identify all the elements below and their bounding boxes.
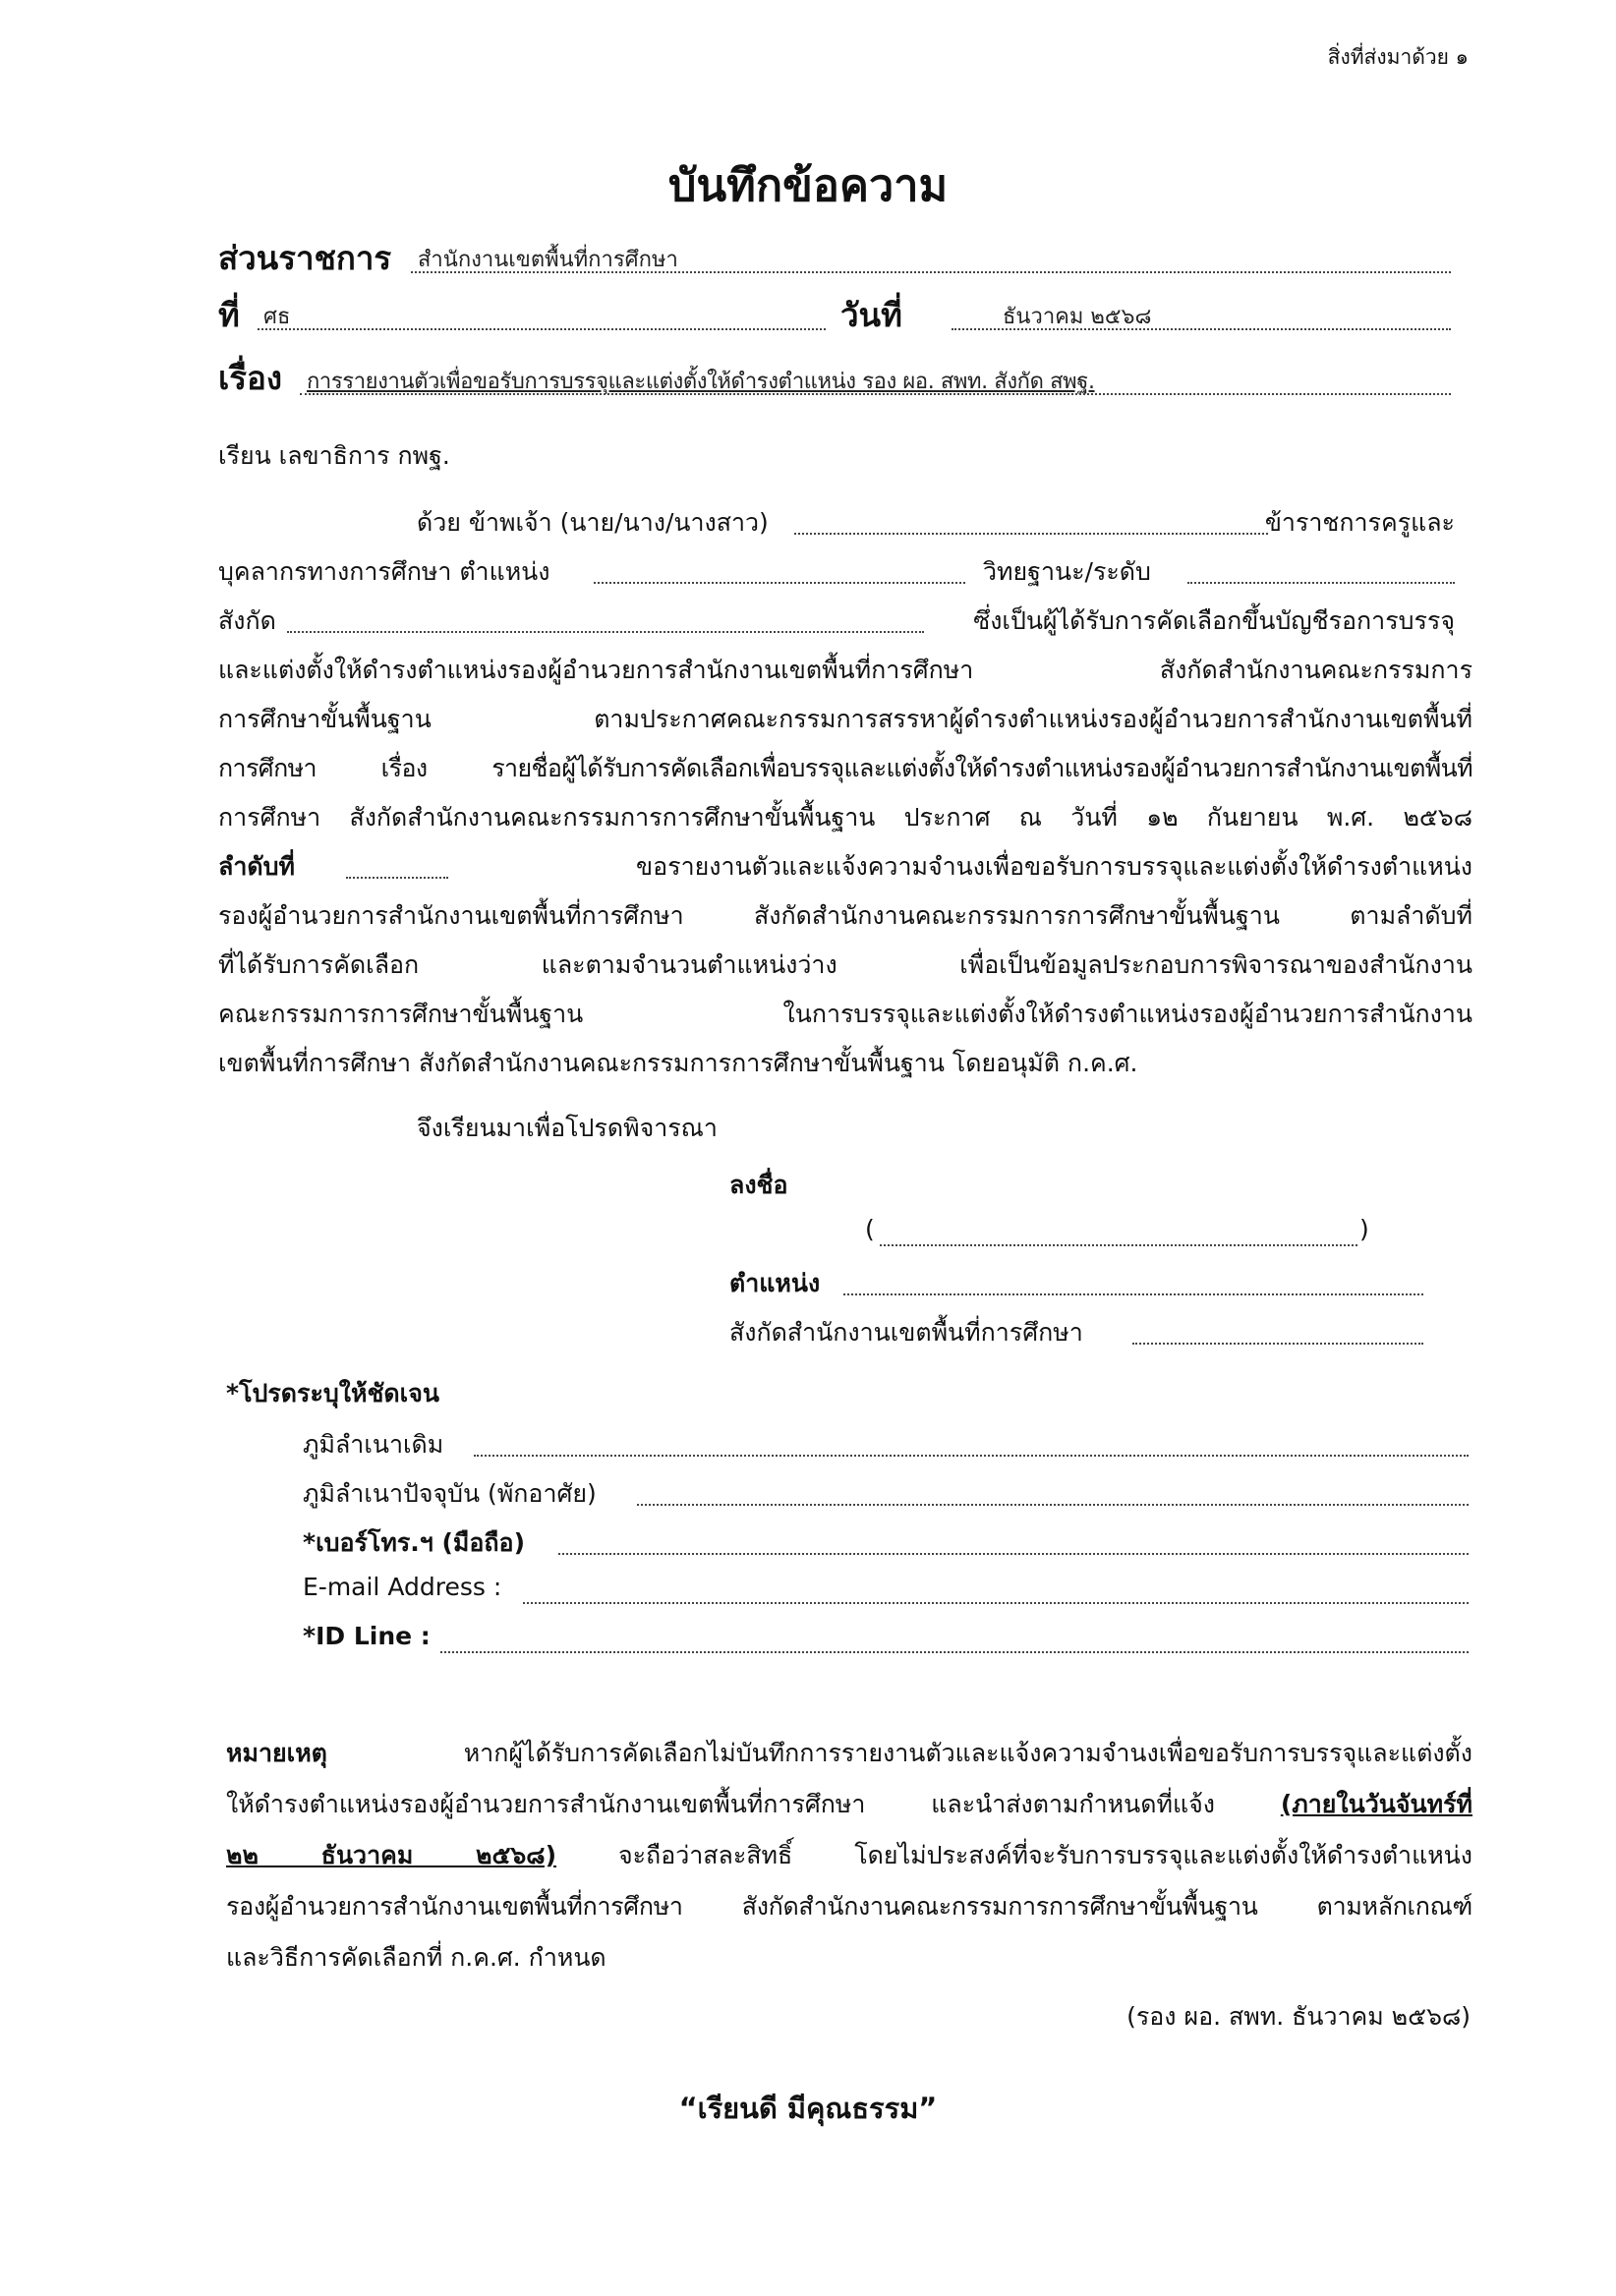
- remark-deadline-b: ๒๒ ธันวาคม ๒๕๖๘): [226, 1841, 557, 1869]
- subject-line: [300, 393, 1451, 395]
- phone-label: *เบอร์โทร.ฯ (มือถือ): [303, 1528, 526, 1557]
- agency-value[interactable]: สำนักงานเขตพื้นที่การศึกษา: [418, 248, 678, 272]
- body-l1-a: ด้วย ข้าพเจ้า (นาย/นาง/นางสาว): [417, 508, 769, 537]
- sign-office-label: สังกัดสำนักงานเขตพื้นที่การศึกษา: [729, 1318, 1083, 1347]
- ref-label: ที่: [218, 296, 240, 334]
- current-address-line[interactable]: [637, 1504, 1469, 1506]
- remark-l3-text: จะถือว่าสละสิทธิ์ โดยไม่ประสงค์ที่จะรับการบรรจุและแต่งตั้งให้ดำรงตำแหน่ง: [617, 1841, 1472, 1869]
- remark-l2-text: ให้ดำรงตำแหน่งรองผู้อำนวยการสำนักงานเขตพื้นที่การศึกษา และนำส่งตามกำหนดที่แจ้ง: [226, 1790, 1215, 1818]
- body-l3-b: ซึ่งเป็นผู้ได้รับการคัดเลือกขึ้นบัญชีรอการบรรจุ: [973, 606, 1455, 635]
- phone-line[interactable]: [558, 1553, 1469, 1555]
- footer-ref: (รอง ผอ. สพท. ธันวาคม ๒๕๖๘): [1126, 2002, 1471, 2031]
- paren-close: ): [1359, 1215, 1369, 1243]
- body-l10: ที่ได้รับการคัดเลือก และตามจำนวนตำแหน่งว่าง เพื่อเป็นข้อมูลประกอบการพิจารณาของสำนักงาน: [218, 950, 1472, 979]
- remark-deadline-a: (ภายในวันจันทร์ที่: [1280, 1790, 1472, 1818]
- paren-open: (: [865, 1215, 875, 1243]
- remark-l2: [226, 1785, 1472, 1824]
- motto: “เรียนดี มีคุณธรรม”: [678, 2092, 938, 2125]
- printed-name-line[interactable]: [880, 1244, 1357, 1246]
- body-l6: การศึกษา เรื่อง รายชื่อผู้ได้รับการคัดเลือกเพื่อบรรจุและแต่งตั้งให้ดำรงตำแหน่งรองผู้อำนวยการสำนักงานเขตพื้นที่: [218, 754, 1472, 782]
- salutation: เรียน เลขาธิการ กพฐ.: [218, 441, 450, 470]
- remark-l1-text: หากผู้ได้รับการคัดเลือกไม่บันทึกการรายงานตัวและแจ้งความจำนงเพื่อขอรับการบรรจุและแต่งตั้ง: [463, 1739, 1472, 1767]
- date-value[interactable]: ธันวาคม ๒๕๖๘: [1003, 305, 1152, 329]
- affiliation-line[interactable]: [287, 631, 924, 633]
- email-line[interactable]: [523, 1602, 1469, 1604]
- sign-position-label: ตำแหน่ง: [729, 1269, 821, 1297]
- remark-l1: [226, 1734, 1472, 1773]
- line-id-label: *ID Line :: [303, 1622, 431, 1650]
- body-l12: เขตพื้นที่การศึกษา สังกัดสำนักงานคณะกรรมการการศึกษาขั้นพื้นฐาน โดยอนุมัติ ก.ค.ศ.: [218, 1049, 1138, 1077]
- email-label: E-mail Address :: [303, 1573, 502, 1601]
- position-line[interactable]: [594, 582, 965, 584]
- body-l2-b: วิทยฐานะ/ระดับ: [983, 557, 1151, 586]
- agency-line: [411, 271, 1451, 273]
- body-l2-a: บุคลากรทางการศึกษา ตำแหน่ง: [218, 557, 550, 586]
- body-l4: และแต่งตั้งให้ดำรงตำแหน่งรองผู้อำนวยการสำนักงานเขตพื้นที่การศึกษา สังกัดสำนักงานคณะกรรมการ: [218, 656, 1472, 684]
- ref-value[interactable]: ศธ: [263, 305, 291, 329]
- order-line[interactable]: [346, 877, 448, 879]
- closing: จึงเรียนมาเพื่อโปรดพิจารณา: [417, 1114, 718, 1142]
- subject-label: เรื่อง: [218, 359, 282, 397]
- sign-position-line[interactable]: [843, 1293, 1423, 1295]
- body-l9: รองผู้อำนวยการสำนักงานเขตพื้นที่การศึกษา สังกัดสำนักงานคณะกรรมการการศึกษาขั้นพื้นฐาน ตามลำดับที่: [218, 901, 1472, 930]
- remark-label: หมายเหตุ: [226, 1739, 327, 1767]
- line-id-line[interactable]: [440, 1651, 1469, 1653]
- page-title: บันทึกข้อความ: [667, 159, 949, 211]
- remark-l3: [226, 1836, 1472, 1875]
- sign-label: ลงชื่อ: [729, 1171, 788, 1199]
- body-l8-b: ขอรายงานตัวและแจ้งความจำนงเพื่อขอรับการบรรจุและแต่งตั้งให้ดำรงตำแหน่ง: [636, 852, 1472, 881]
- rank-line[interactable]: [1187, 582, 1455, 584]
- current-address-label: ภูมิลำเนาปัจจุบัน (พักอาศัย): [303, 1479, 597, 1508]
- attachment-note: สิ่งที่ส่งมาด้วย ๑: [1327, 45, 1469, 69]
- ref-line: [258, 328, 826, 330]
- name-line[interactable]: [794, 533, 1268, 535]
- remark-l4: รองผู้อำนวยการสำนักงานเขตพื้นที่การศึกษา สังกัดสำนักงานคณะกรรมการการศึกษาขั้นพื้นฐาน ตามหลักเกณฑ์: [226, 1892, 1472, 1921]
- body-l3-a: สังกัด: [218, 606, 276, 635]
- hometown-line[interactable]: [474, 1455, 1469, 1457]
- body-l1-b: ข้าราชการครูและ: [1264, 508, 1455, 537]
- body-l7: การศึกษา สังกัดสำนักงานคณะกรรมการการศึกษาขั้นพื้นฐาน ประกาศ ณ วันที่ ๑๒ กันยายน พ.ศ. ๒๕๖๘: [218, 803, 1472, 832]
- remark-l5: และวิธีการคัดเลือกที่ ก.ค.ศ. กำหนด: [226, 1943, 606, 1972]
- date-label: วันที่: [840, 296, 902, 334]
- contact-heading: *โปรดระบุให้ชัดเจน: [226, 1379, 439, 1407]
- body-l5: การศึกษาขั้นพื้นฐาน ตามประกาศคณะกรรมการสรรหาผู้ดำรงตำแหน่งรองผู้อำนวยการสำนักงานเขตพื้นที่: [218, 705, 1472, 733]
- subject-value[interactable]: การรายงานตัวเพื่อขอรับการบรรจุและแต่งตั้งให้ดำรงตำแหน่ง รอง ผอ. สพท. สังกัด สพฐ.: [307, 370, 1095, 394]
- order-label: ลำดับที่: [218, 852, 295, 881]
- date-line: [952, 328, 1451, 330]
- body-l11: คณะกรรมการการศึกษาขั้นพื้นฐาน ในการบรรจุและแต่งตั้งให้ดำรงตำแหน่งรองผู้อำนวยการสำนักงาน: [218, 1000, 1472, 1028]
- agency-label: ส่วนราชการ: [218, 239, 392, 277]
- hometown-label: ภูมิลำเนาเดิม: [303, 1430, 444, 1459]
- sign-office-line[interactable]: [1132, 1343, 1423, 1345]
